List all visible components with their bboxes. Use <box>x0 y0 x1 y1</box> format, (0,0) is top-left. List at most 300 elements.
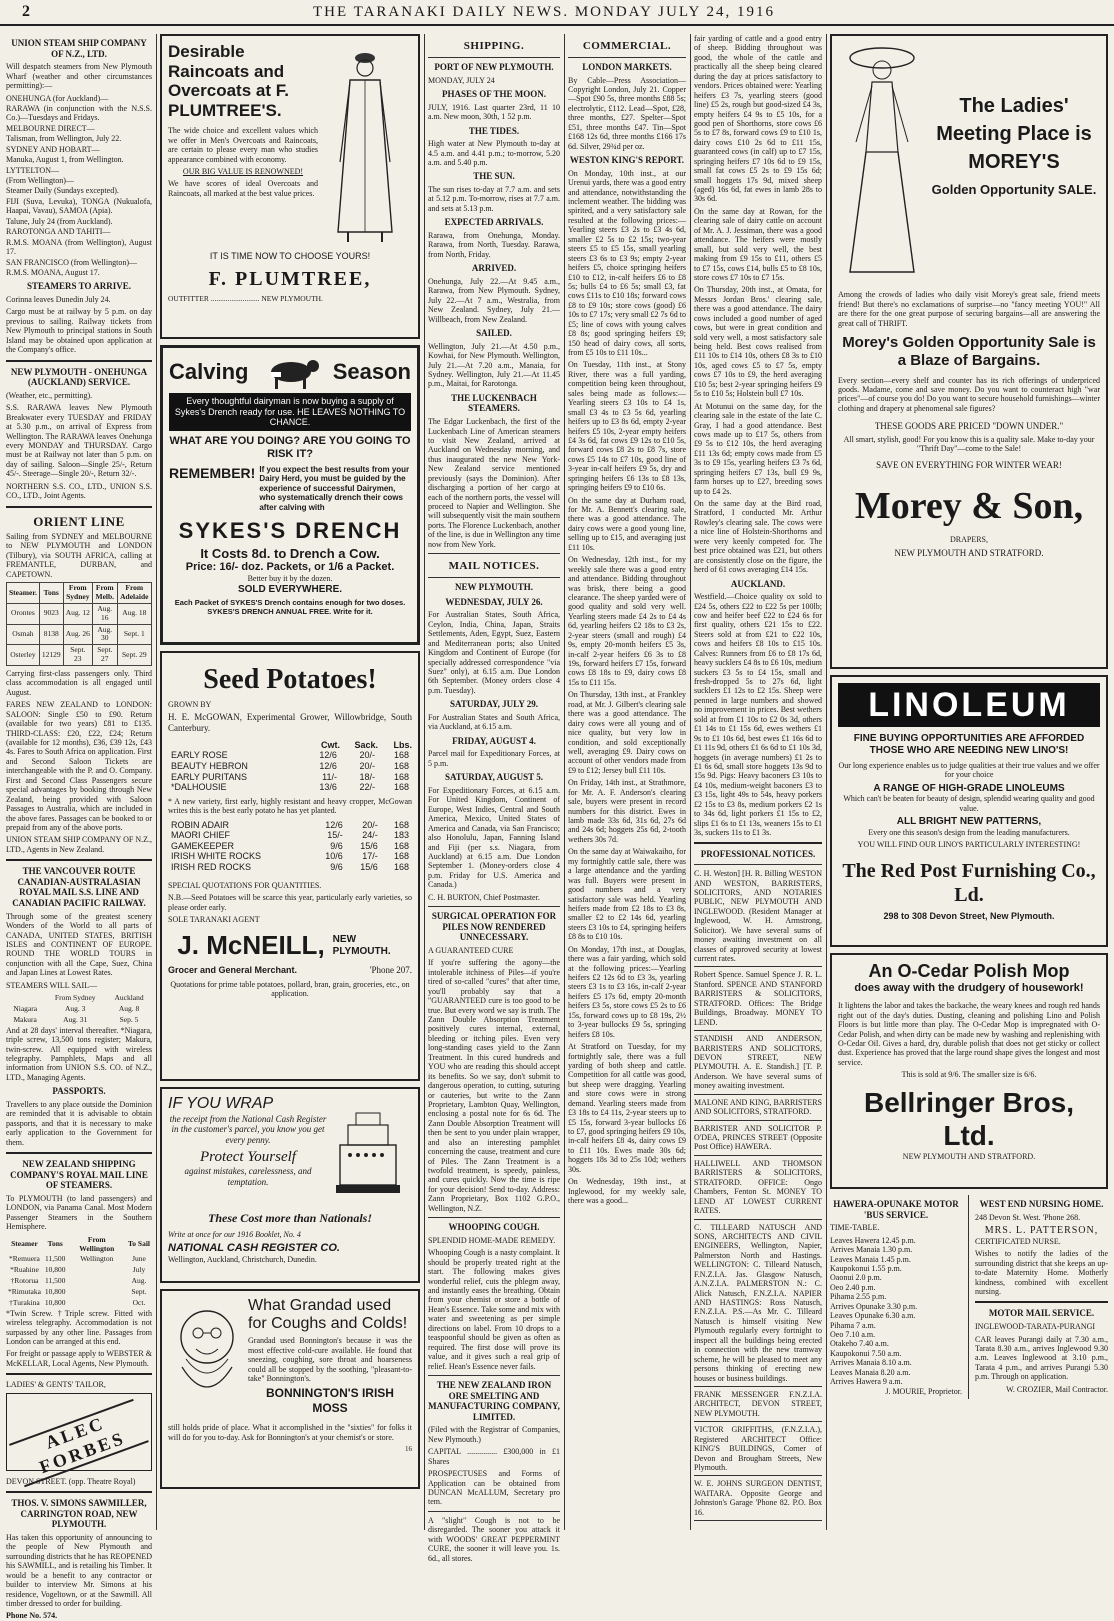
london-header: LONDON MARKETS. <box>582 61 672 72</box>
steamers-will-sail: STEAMERS WILL SAIL— <box>6 980 98 990</box>
bus-timetable-row: Leaves Manaia 8.20 a.m. <box>830 1367 911 1377</box>
union-list-item: Steamer Daily (Sundays excepted). <box>6 186 119 196</box>
cash-register-ad <box>160 1087 420 1283</box>
union-list-item: Manuka, August 1, from Wellington. <box>6 155 124 165</box>
expected-header: EXPECTED ARRIVALS. <box>444 217 544 228</box>
professional-card: C. TILLEARD NATUSCH AND SONS, ARCHITECTS AND CIVIL ENGINEERS, Wellington, Napier, Palmerston North and Hastings. WELLINGTON: C. Tilleard Natusch, F.N.Z.I.A. Jas. Glasgow Natusch, A.N.Z.I.A. PALMERSTON N.: C. Alick Natusch, F.N.Z.I.A. NAPIER AND HASTINGS: Ross Natusch, F.N.Z.I.A. P.S.—As Mr. C. Tilleard Natusch is himself visiting New Plymouth regularly every fortnight to inspect all the buildings being erected in connection with the new tramway scheme, he will be pleased to meet any persons thinking of erecting new houses or business buildings. <box>694 1222 822 1383</box>
plumtree-time: IT IS TIME NOW TO CHOOSE YOURS! <box>209 251 371 261</box>
seed-table-cell: 20/- <box>359 760 375 771</box>
lino-range: A RANGE OF HIGH-GRADE LINOLEUMS <box>873 782 1065 794</box>
professional-card: W. E. JOHNS SURGEON DENTIST, WAITARA. Opposite George and Johnston's Garage 'Phone 82. P.O. Box 16. <box>694 1479 822 1517</box>
column-rule <box>424 34 425 1530</box>
nzship-table-cell: June <box>132 1254 146 1264</box>
sykes-drench-ad <box>160 345 420 645</box>
motor-mail-text: CAR leaves Purangi daily at 7.30 a.m., Tarata 8.30 a.m., arrives Inglewood 9.30 a.m. Leaves Inglewood at 3.10 p.m., Tarata 4 p.m., and arrives Purangi 5.30 p.m. Through on application. <box>975 1334 1108 1382</box>
cash-register-illustration <box>328 1095 412 1207</box>
plumtree-footer: OUTFITTER .......................... NEW PLYMOUTH. <box>168 294 323 304</box>
mcneill-quote: Quotations for prime table potatoes, pollard, bran, grain, groceries, etc., on application. <box>170 979 410 999</box>
linoleum-title: LINOLEUM <box>838 683 1100 727</box>
vancouver-table-cell: Makura <box>13 1014 37 1024</box>
iron-sub: (Filed with the Registrar of Companies, New Plymouth.) <box>428 1425 560 1444</box>
seed-table-cell: 12/6 <box>325 819 343 830</box>
bus-timetable-row: Arrives Hawera 9 a.m. <box>830 1377 903 1387</box>
seed-table-header: Cwt. <box>320 739 340 750</box>
seed-table-cell: 183 <box>393 830 409 841</box>
plumtree-text2: We have scores of ideal Overcoats and Raincoats, all marked at the best value prices. <box>168 179 318 198</box>
remember-label: REMEMBER! <box>169 464 256 481</box>
card-divider <box>694 1094 822 1095</box>
nursing-addr: 248 Devon St. West. 'Phone 268. <box>975 1212 1081 1222</box>
seed-table-cell: 168 <box>393 771 409 782</box>
card-divider <box>694 1155 822 1156</box>
mail-wed-text: For Australian States, South Africa, Ceylon, India, China, Japan, Straits Settlements, Aden, Egypt, Suez, Eastern and Mediterranean ports; also United Kingdom and Continent of Europe (for specially addressed correspondence "via Suez" only), at 6.15 a.m. Due London 6th September. (Money orders close 4 p.m. Tuesday). <box>428 610 560 695</box>
weston-text6: On Friday, 14th inst., at Strathmore, for Mr. A. F. Anderson's clearing sale, buyers were present in record numbers for this district. Ewes in lamb made 33s 6d, 31s 6d, 27s 6d and 24s 6d; hoggets 25s 6d, 2-tooth wethers 30s 7d. <box>568 778 686 844</box>
column-advertisements <box>160 34 420 1530</box>
vancouver-table-cell: From Sydney <box>54 993 96 1003</box>
bus-timetable-row: Oaonui 2.0 p.m. <box>830 1273 882 1283</box>
seed-table-cell: 11/- <box>322 771 337 782</box>
nzship-table-cell: *Remuera <box>9 1254 40 1264</box>
morey-text3: All smart, stylish, good! For you know this is a quality sale. Make to-day your "Thrift Day"—come to the Sale! <box>843 434 1095 454</box>
seed-table-row <box>168 782 412 793</box>
column-commercial <box>568 34 686 1530</box>
calving-banner <box>169 393 411 431</box>
card-divider <box>694 1120 822 1121</box>
market-text3: On Thursday, 20th inst., at Omata, for Messrs Jordan Bros.' clearing sale, there was a good attendance. The dairy cows included a good number of aged cows, but were in great condition and sold very well, a most satisfactory sale being held. Best cows realised from £11 10s to £14 10s, others £8 3s to £10 10s, aged cows £5 to £7 5s, empty cows £7 10s to £9, the herd averaging £10 5s; best 2-year springing heifers £9 5s to £10 5s; Holstein bull £7 10s. <box>694 285 822 399</box>
luckenbach-header: THE LUCKENBACH STEAMERS. <box>451 392 537 414</box>
vancouver-table-row <box>6 1015 152 1026</box>
union-list-item: R.M.S. MOANA (from Wellington), August 17. <box>6 237 152 257</box>
seed-table-cell: 10/6 <box>325 851 343 862</box>
vancouver-table-cell: Sep. 5 <box>119 1014 139 1024</box>
nzship-table-header: To Sail <box>127 1239 151 1249</box>
orient-table <box>6 582 152 666</box>
arrived-text: Onehunga, July 22.—At 9.45 a.m., Rarawa, from New Plymouth. Sydney, July 22.—At 7 a.m., Westralia, from New Zealand. Sydney, July 21.—Willbeach, from New Zealand. <box>428 276 560 324</box>
seed-agent: SOLE TARANAKI AGENT <box>168 914 260 924</box>
seed-table-cell: 168 <box>393 840 409 851</box>
nzship-table-cell <box>68 1276 126 1287</box>
bus-timetable-row: Pihama 7 a.m. <box>830 1320 876 1330</box>
lino-text2: Which can't be beaten for beauty of design, splendid wearing quality and good value. <box>843 794 1095 813</box>
card-divider <box>694 1219 822 1220</box>
column-rule <box>156 34 157 1530</box>
nzship-table-row <box>6 1298 152 1309</box>
orient-table-cell: Osmah <box>7 624 40 645</box>
seed-nb: N.B.—Seed Potatoes will be scarce this year, particularly early varieties, so please order early. <box>168 893 412 912</box>
whooping-text: Whooping Cough is a nasty complaint. It should be properly treated right at the start. The following makes gives wonderful relief, cuts the phlegm away, and instantly eases the breathing. Obtain from your chemist or store a bottle of Hean's Essence. Take some and mix with water and sweetening as per simple directions on label. From 10 drops to a teaspoonful should be given as often as required. The first dose will prove its value, and it gives such a real grip of relief. Hean's Essence never fails. <box>428 1248 560 1371</box>
mail-sign: C. H. BURTON, Chief Postmaster. <box>428 892 540 902</box>
morey-name: Morey & Son, <box>854 485 1084 528</box>
nzship-table-cell: *Rimutaka <box>8 1286 41 1296</box>
orient-table-cell: Aug. 26 <box>63 624 92 645</box>
seed-table-cell: 168 <box>393 782 409 793</box>
bonningtons-ad <box>160 1289 420 1489</box>
orient-table-cell: Aug. 30 <box>93 624 118 645</box>
weston-text3: On the same day at Durham road, for Mr. A. Bennett's clearing sale, there was a good attendance. The dairy cows were a good young line, selling up to £15, and averaging just £11 10s. <box>568 495 686 552</box>
sailed-text: Wellington, July 21.—At 4.50 p.m., Kowhai, for New Plymouth. Wellington, July 21.—At 7.20 a.m., Manaia, for Sydney. Wellington, July 21.—At 11.45 p.m., Maitai, for Rarotonga. <box>428 341 560 389</box>
mcneill-name: J. McNEILL, <box>177 930 325 961</box>
calving-cost: It Costs 8d. to Drench a Cow. <box>200 545 380 561</box>
bus-sign: J. MOURIE, Proprietor. <box>885 1386 962 1396</box>
vancouver-table-cell: Aug. 8 <box>118 1004 140 1014</box>
union-list-item: SYDNEY AND HOBART— <box>6 144 100 154</box>
nzship-table-row <box>6 1254 152 1265</box>
union-list-item: R.M.S. MOANA, August 17. <box>6 267 100 277</box>
professional-card: MALONE AND KING, BARRISTERS AND SOLICITORS, STRATFORD. <box>694 1097 822 1117</box>
mail-wed: WEDNESDAY, JULY 26. <box>445 596 543 607</box>
wrap-title: IF YOU WRAP <box>168 1095 274 1112</box>
lady-illustration <box>838 42 928 284</box>
nzship-table-header: Tons <box>47 1239 63 1249</box>
simons-header: THOS. V. SIMONS SAWMILLER, CARRINGTON ROAD, NEW PLYMOUTH. <box>11 1498 147 1530</box>
nzship-table-cell: Sept. <box>131 1286 147 1296</box>
seed-table-cell: 15/6 <box>360 862 378 873</box>
seed-special: SPECIAL QUOTATIONS FOR QUANTITIES. <box>168 880 322 890</box>
column-rule <box>826 34 827 1530</box>
morey-priced: THESE GOODS ARE PRICED "DOWN UNDER." <box>874 421 1064 432</box>
union-list-item: RARAWA (in conjunction with the N.S.S. Co.)—Tuesdays and Fridays. <box>6 103 152 123</box>
morey-title: The Ladies' Meeting Place is MOREY'S <box>936 95 1092 173</box>
arrived-header: ARRIVED. <box>471 263 517 274</box>
vancouver-table <box>6 993 152 1026</box>
seed-table-row <box>168 862 412 873</box>
iron-capital: CAPITAL ............... £300,000 in £1 Shares <box>428 1447 560 1466</box>
professional-card: Robert Spence. Samuel Spence J. R. L. Stanford. SPENCE AND STANFORD BARRISTERS & SOLICITORS, STRATFORD. Offices: The Bridge Buildings, Broadway. MONEY TO LEND. <box>694 970 822 1027</box>
lino-text: Our long experience enables us to judge qualities at their true values and we offer for your choice <box>838 760 1100 780</box>
seed-table-cell: MAORI CHIEF <box>171 830 231 841</box>
seed-table-cell: 20/- <box>362 819 378 830</box>
piles-header: SURGICAL OPERATION FOR PILES NOW RENDERED UNNECESSARY. <box>431 911 557 943</box>
weston-text5: On Thursday, 13th inst., at Frankley road, at Mr. J. Gilbert's clearing sale there was a good attendance. The dairy cows were all young and of nice quality, but very low in condition, and sold exceptionally well, averaging £9. Dairy cows on account of other vendors made from £9 to £12; Jersey bull £11 10s. <box>568 690 686 775</box>
wrap-against: against mistakes, carelessness, and temptation. <box>184 1166 312 1187</box>
weston-text: On Monday, 10th inst., at our Urenui yards, there was a good entry and attendance, notwithstanding the inclement weather. The bidding was spirited, and a very satisfactory sale resulted at the following prices:—Yearling steers £3 2s to £3 4s 6d, smaller £2 5s to £2 15s; two-year steers £5 to £5 15s, small yearling steers £3 6s to £3 9s; empty 2-year heifers £5, choice springing heifers £10 to £12, in-calf heifers £6 to £8 5s; bulls £4 to £6 5s; small £3, fat cows £11s to £10 18s; forward cows £8 to £9 10s; store cows (good) £6 10s to £7 17s; very small £2 7s 6d to £5; line of cows with young calves £8 8s; good springing heifers £9; 150 head of dairy cows, all sorts, from £5 10s to £11 10s... <box>568 168 686 357</box>
orient-notes: Carrying first-class passengers only. Third class accommodation is all engaged until August. <box>6 668 152 697</box>
mcneill-place: NEW PLYMOUTH. <box>332 933 391 957</box>
weston-text4: On Wednesday, 12th inst., for my weekly sale there was a good entry and attendance. Bidding throughout was brisk, there being a good clearance. The sheep yarded were of good quality and sold very well. Yearling steers made £4 2s to £4 4s 6d, yearling heifers £2 18s to £3 2s, 2-year steers (small and rough) £4 9s, empty 20-month heifers £5 3s, in-calf 2-year heifers £6 3s to £8 19s, forward heifers £7 15s, forward cows £8 18s to £9, dairy cows £8 15s to £11 15s. <box>568 555 686 687</box>
orient-table-cell: Aug. 18 <box>117 603 151 624</box>
seed-table-cell: 22/- <box>359 782 375 793</box>
sun-text: The sun rises to-day at 7.7 a.m. and sets at 5.12 p.m. To-morrow, rises at 7.7 a.m. and sets at 5.13 p.m. <box>428 185 560 213</box>
mail-fri: FRIDAY, AUGUST 4. <box>452 735 536 746</box>
moreys-sale-ad <box>830 34 1108 669</box>
calving-sold: SOLD EVERYWHERE. <box>237 583 343 595</box>
mcneill-trade: Grocer and General Merchant. <box>168 965 298 976</box>
nzship-table-cell: 10,800 <box>44 1297 66 1307</box>
luckenbach-text: The Edgar Luckenbach, the first of the Luckenbach Line of American steamers to visit New Zealand, arrived at Auckland on Wednesday morning, and thus inaugurated the new New York-New Zealand service mentioned previously (says the Dominion). After discharging a portion of her cargo at each of the northern ports, the vessel will proceed to Napier and Wellington. She will subsequently visit the main southern ports. The Florence Luckenbach, another of the line, is due in Wellington any time now from New York. <box>428 417 560 549</box>
plumtree-ad <box>160 34 420 339</box>
column-shipping-mail <box>428 34 560 1563</box>
union-list-item: Talune, July 24 (from Auckland). <box>6 216 113 226</box>
nzship-table-cell: 10,800 <box>44 1286 66 1296</box>
nzship-table-cell: 11,500 <box>45 1276 66 1286</box>
passports-title: PASSPORTS. <box>52 1086 106 1097</box>
vancouver-text: Through some of the greatest scenery Wonders of the World to all parts of CANADA, UNITED STATES, BRITISH ISLES and CONTINENT OF EUROPE. ROUND THE WORLD TOURS in conjunction with all the Cape, Suez, China and Japan Lines at Lowest Rates. <box>6 911 152 978</box>
season-heading: Season <box>332 359 411 385</box>
grandad-text: Grandad used Bonnington's because it was the most effective cold-cure available. He found that sneezing, coughing, sore throat and hoarseness could all be stopped by the soothing, "pleasant-to-take" Bonnington's. <box>248 1336 412 1383</box>
orient-table-cell: Sept. 27 <box>93 645 118 666</box>
seed-table-cell: 12/6 <box>319 750 337 761</box>
seed-price-table <box>168 740 412 793</box>
vancouver-table-cell: Niagara <box>13 1004 38 1014</box>
simons-text: Has taken this opportunity of announcing to the people of New Plymouth and surrounding districts that he has REOPENED his SAWMILL, and is retailing his Timber. It would be a benefit to any contractor or builder to interview Mr. Simons at his residence, Vogeltown, or at the Sawmill. All timber dressed to order for building. <box>6 1532 152 1609</box>
weston-text8: On Monday, 17th inst., at Douglas, there was a fair yarding, which sold at the following prices:—Yearling heifers £2 12s 6d to £3 3s, yearling steers £3 1s to £3 16s, in-calf 2-year heifers £5 17s 6d, empty 20-month heifers £3 5s, store cows £5 2s to £6 15s, forward cows up to £8 19s, 2½ to 3-year bullocks £9 5s, springing heifers £8 10s. <box>568 944 686 1039</box>
seed-table-row <box>168 830 412 841</box>
redpost-addr: 298 to 308 Devon Street, New Plymouth. <box>883 911 1055 922</box>
ladies-text: LADIES' & GENTS' TAILOR, <box>6 1380 106 1390</box>
seed-table-header: Sack. <box>354 739 378 750</box>
onehunga-sign: NORTHERN S.S. CO., LTD., UNION S.S. CO., LTD., Joint Agents. <box>6 481 152 501</box>
page-number: 2 <box>22 3 30 20</box>
orient-table-cell: Osterley <box>7 645 40 666</box>
professional-card: VICTOR GRIFFITHS, (F.N.Z.I.A.), Registered ARCHITECT Office: KING'S BUILDINGS, Corner of Devon and Brougham Streets, New Plymouth. <box>694 1425 822 1473</box>
wrap-company: NATIONAL CASH REGISTER CO. <box>168 1242 340 1255</box>
seed-table-cell: GAMEKEEPER <box>171 840 235 851</box>
seed-table-cell: 168 <box>393 862 409 873</box>
morey-drapers: DRAPERS, <box>949 535 988 545</box>
grandad-text2: still holds pride of place. What it accomplished in the "sixties" for folks it will do for you to-day. Ask for Bonnington's at your chemist's or store. <box>168 1423 412 1442</box>
card-divider <box>694 1520 822 1521</box>
shipping-title: SHIPPING. <box>463 40 525 52</box>
professional-card: FRANK MESSENGER F.N.Z.I.A. ARCHITECT, DEVON STREET, NEW PLYMOUTH. <box>694 1389 822 1418</box>
mail-place: NEW PLYMOUTH. <box>454 582 533 593</box>
calving-heading: Calving <box>169 359 249 385</box>
orient-title: ORIENT LINE <box>33 513 125 529</box>
to-arrive-text: Corinna leaves Dunedin July 24. <box>6 295 111 305</box>
seed-table-cell: 9/6 <box>330 862 343 873</box>
morey-sub: Golden Opportunity SALE. <box>931 182 1097 197</box>
moon-header: PHASES OF THE MOON. <box>441 89 546 100</box>
bus-timetable-row: Pihama 2.55 p.m. <box>830 1292 887 1302</box>
union-list-item: ONEHUNGA (for Auckland)— <box>6 93 109 103</box>
newspaper-title: THE TARANAKI DAILY NEWS. MONDAY JULY 24, 1916 <box>312 3 776 20</box>
seed-table-cell: 18/- <box>359 771 375 782</box>
union-list-item: Talisman, from Wellington, July 22. <box>6 134 122 144</box>
nzship-agent: For freight or passage apply to WEBSTER & McKELLAR, Local Agents, New Plymouth. <box>6 1349 152 1368</box>
man-in-overcoat-illustration <box>318 42 412 247</box>
grandad-illustration <box>168 1297 248 1419</box>
onehunga-text: S.S. RARAWA leaves New Plymouth Breakwater every TUESDAY and FRIDAY at 5.30 p.m., on arrival of Express from Wellington. The RARAWA leaves Onehunga every MONDAY and THURSDAY. Cargo must be at Railway not later than 5 p.m. on day of sailing. Saloon—Single 25/-, Return 45/-. Steerage—Single 20/-, Return 32/-. <box>6 403 152 479</box>
onehunga-header: NEW PLYMOUTH - ONEHUNGA (AUCKLAND) SERVICE. <box>10 366 148 388</box>
orient-table-row <box>7 624 152 645</box>
seed-table-cell: IRISH RED ROCKS <box>171 862 252 873</box>
seed-table-cell: 15/6 <box>360 840 378 851</box>
remember-text: If you expect the best results from your Dairy Herd, you must be guided by the experience of successful Dairymen, who systematically drench their cows after calving with <box>259 464 410 512</box>
nzship-header: NEW ZEALAND SHIPPING COMPANY'S ROYAL MAIL LINE OF STEAMERS. <box>10 1159 148 1191</box>
union-list-item: (From Wellington)— <box>6 176 74 186</box>
union-list-item: MELBOURNE DIRECT— <box>6 123 95 133</box>
seed-table-cell: 24/- <box>362 830 378 841</box>
orient-table-header: Tons <box>39 583 63 604</box>
motor-mail-sign: W. CROZIER, Mail Contractor. <box>1006 1384 1108 1394</box>
seed-grower: H. E. McGOWAN, Experimental Grower, Willowbridge, South Canterbury. <box>168 712 412 734</box>
plumtree-name: F. PLUMTREE, <box>208 267 372 290</box>
ocedar-text: It lightens the labor and takes the backache, the weary knees and rough red hands right out of the day's duties. Dusting, cleaning and polishing Lino and Polish Floors is but little more than play. The O-Cedar Mop is impregnated with O-Cedar Polish, and when dirty can be made new by washing and replenishing with O-Cedar Oil. Gives a hard, dry, durable polish that does not get sticky or collect dust. Experience has proved that the large round shape gives the longest and most service. <box>838 1001 1100 1067</box>
wrap-cities: Wellington, Auckland, Christchurch, Dunedin. <box>168 1255 317 1264</box>
mail-fri-text: Parcel mail for Expeditionary Forces, at 5 p.m. <box>428 749 560 768</box>
seed-table-cell: 15/- <box>327 830 343 841</box>
calving-question: WHAT ARE YOU DOING? ARE YOU GOING TO RISK IT? <box>169 434 411 460</box>
seed-table-cell: 12/6 <box>319 760 337 771</box>
vancouver-table-cell: Aug. 3 <box>65 1004 86 1014</box>
nzship-table-cell <box>68 1265 126 1276</box>
bus-timetable-row: Leaves Manaia 1.45 p.m. <box>830 1254 911 1264</box>
linoleum-ad <box>830 675 1108 947</box>
card-divider <box>694 1030 822 1031</box>
orient-table-cell: Sept. 1 <box>117 624 151 645</box>
wrap-booklet: Write at once for our 1916 Booklet, No. 4 <box>168 1229 301 1239</box>
morey-save: SAVE ON EVERYTHING FOR WINTER WEAR! <box>876 459 1062 470</box>
seed-table-cell: 168 <box>393 851 409 862</box>
phone-number: Phone No. 574. <box>6 1611 58 1621</box>
nzship-table-row <box>6 1265 152 1276</box>
professional-card: C. H. Weston] [H. R. Billing WESTON AND WESTON, BARRISTERS, SOLICITORS, AND NOTARIES PUBLIC, NEW PLYMOUTH AND INGLEWOOD. (Resident Manager at Inglewood, W. H. Armstrong, Solicitor). We have several sums of money awaiting investment on all classes of approved security at lowest current rates. <box>694 869 822 964</box>
ocedar-sub: does away with the drudgery of housework! <box>854 982 1084 995</box>
sykes-brand: SYKES'S DRENCH <box>178 517 402 543</box>
seed-title: Seed Potatoes! <box>203 664 377 695</box>
seed-table-cell: 13/6 <box>319 782 337 793</box>
sailed-header: SAILED. <box>476 328 512 339</box>
bellringer-name: Bellringer Bros, Ltd. <box>863 1086 1075 1151</box>
seed-table-cell: IRISH WHITE ROCKS <box>171 851 262 862</box>
seed-table-header: Lbs. <box>393 739 412 750</box>
ocedar-title: An O-Cedar Polish Mop <box>868 961 1070 981</box>
orient-table-cell: 12129 <box>39 645 63 666</box>
calving-better: Better buy it by the dozen. <box>247 574 333 584</box>
bus-timetable-row: Arrives Manaia 1.30 p.m. <box>830 1245 913 1255</box>
union-header: UNION STEAM SHIP COMPANY OF N.Z., LTD. <box>11 38 147 59</box>
card-divider <box>694 1475 822 1476</box>
seed-price-table-2 <box>168 820 412 873</box>
mcneill-phone: 'Phone 207. <box>369 965 412 976</box>
bus-timetable-row: Arrives Opunake 3.30 p.m. <box>830 1301 918 1311</box>
lino-patterns: ALL BRIGHT NEW PATTERNS, <box>896 816 1042 828</box>
alec-forbes-ad <box>6 1393 152 1478</box>
alec-forbes-name: ALEC FORBES <box>9 1399 149 1488</box>
orient-table-header: From Adelaide <box>117 583 151 604</box>
tides-text: High water at New Plymouth to-day at 4.5 a.m. and 4.41 p.m.; to-morrow, 5.20 a.m. and 5.40 p.m. <box>428 139 560 167</box>
seed-potatoes-ad <box>160 651 420 1081</box>
mail-sat: SATURDAY, JULY 29. <box>449 699 539 710</box>
card-divider <box>694 966 822 967</box>
orient-table-cell: Sept. 29 <box>117 645 151 666</box>
orient-table-cell: 8138 <box>39 624 63 645</box>
seed-table-row <box>168 772 412 783</box>
bottom-note: A "slight" Cough is not to be disregarded. The sooner you attack it with WOODS' GREAT PEPPERMINT CURE, the sooner it will leave you. 1s. 6d., all stores. <box>428 1515 560 1563</box>
orient-table-row <box>7 603 152 624</box>
ocedar-price: This is sold at 9/6. The smaller size is 6/6. <box>901 1070 1037 1080</box>
commercial-title: COMMERCIAL. <box>582 40 672 52</box>
seed-grown: GROWN BY <box>168 700 212 710</box>
bus-service-notice <box>830 1195 962 1399</box>
nzship-table-cell <box>68 1287 126 1298</box>
iron-text: PROSPECTUSES and Forms of Application can be obtained from DUNCAN McALLUM, Secretary pro tem. <box>428 1469 560 1507</box>
devon-street: DEVON STREET. (opp. Theatre Royal) <box>6 1476 136 1486</box>
column-market-professional <box>694 34 822 1530</box>
seed-table-cell: ROBIN ADAIR <box>171 819 230 830</box>
nzship-table-cell: †Rotorua <box>10 1276 39 1286</box>
professional-card: BARRISTER AND SOLICITOR P. O'DEA, PRINCES STREET (Opposite Post Office) HAWERA. <box>694 1123 822 1152</box>
mail-title: MAIL NOTICES. <box>448 560 540 573</box>
bus-timetable-row: Leaves Opunake 6.30 a.m. <box>830 1311 916 1321</box>
seed-table-cell: 168 <box>393 750 409 761</box>
nzship-table-cell: Aug. <box>131 1276 147 1286</box>
nursing-home-notice <box>975 1195 1108 1399</box>
seed-table-cell: EARLY ROSE <box>171 750 228 761</box>
union-list-item: RAROTONGA AND TAHITI— <box>6 227 111 237</box>
mail-sat5-text: For Expeditionary Forces, at 6.15 a.m. For United Kingdom, Continent of Europe, West Indies, Central and South America, Mexico, United States of America and Canada, via San Francisco; also Honolulu, Japan, Fanning Island and Fiji (per s.s. Niagara, from Auckland) at 6.15 a.m. Due London September 1. (Money-orders close 4 p.m. Friday for U.S. America and Canada.) <box>428 785 560 890</box>
vancouver-table-row <box>6 1004 152 1015</box>
lino-find: YOU WILL FIND OUR LINO'S PARTICULARLY INTERESTING! <box>857 840 1081 850</box>
london-text: By Cable—Press Association—Copyright London, July 21. Copper—Spot £90 5s, three months £88 5s; electrolytic, £112. Lead—Spot, £28, three months, £27. Spelter—Spot £51, three months £47. Tin—Spot £168 12s 6d, three months £166 17s 6d. Silver, 29¾d per oz. <box>568 75 686 151</box>
plumtree-title: Desirable Raincoats and Overcoats at F. PLUMTREE'S. <box>168 42 289 120</box>
nursing-sub: CERTIFICATED NURSE. <box>975 1236 1061 1246</box>
grandad-brand: BONNINGTON'S IRISH MOSS <box>266 1386 394 1415</box>
nzship-table-header: From Wellington <box>79 1234 115 1253</box>
orient-table-cell: Sept. 23 <box>63 645 92 666</box>
to-arrive-title: STEAMERS TO ARRIVE. <box>27 281 131 292</box>
expected-text: Rarawa, from Onehunga, Monday. Rarawa, from North, Tuesday. Rarawa, from North, Friday. <box>428 230 560 259</box>
orient-table-cell: Orontes <box>7 603 40 624</box>
seed-table-row <box>168 820 412 831</box>
wrap-cost: These Cost more than Nationals! <box>207 1211 373 1226</box>
seed-table-cell: 20/- <box>359 750 375 761</box>
tides-header: THE TIDES. <box>468 125 520 136</box>
bus-timetable-row: Kaupokonui 1.55 p.m. <box>830 1263 902 1273</box>
market-text2: On the same day at Rowan, for the clearing sale of dairy cattle on account of Mr. A. J. Jessiman, there was a good attendance. The heifers were mostly small, but sold very well, the best making from £9 15s to £11, others £5 to £7 15s, cows £14, bulls £5 to £8 10s, store cows £7 10s to £7 15s. <box>694 206 822 282</box>
card-divider <box>694 1386 822 1387</box>
column-display-ads <box>830 34 1108 1530</box>
lino-fine: FINE BUYING OPPORTUNITIES ARE AFFORDED THOSE WHO ARE NEEDING NEW LINO'S! <box>853 733 1085 756</box>
calving-price: Price: 16/- doz. Packets, or 1/6 a Packet. <box>185 561 395 574</box>
weston-text10: On Wednesday, 19th inst., at Inglewood, for my weekly sale, there was a good... <box>568 1177 686 1206</box>
market-text: fair yarding of cattle and a good entry of sheep. Bidding throughout was good, the whole of the cattle and practically all the sheep being cleared during the day at prices satisfactory to vendors. Prices obtained were: Yearling heifers £3 7s, yearling steers (good line) £5 2s, rough but good-sized £4 3s, empty heifers £4 9s to £5 10s, for a good pen of Shorthorns, store cows £6 5s to £7 8s, forward cows £9 to £10 1s, dairy cows £10 2s 6d to £11 15s, guaranteed cows (in calf) up to £7 15s, springing heifers £7 10s 6d to £9 15s, small fat cows £5 2s to £9 15s 6d; small hoggets 17s 9d, mixed sheep (aged) 16s 6d, fat ewes in lamb 28s to 30s 6d. <box>694 34 822 204</box>
nzship-table-header: Steamer <box>11 1239 38 1249</box>
morey-place: NEW PLYMOUTH AND STRATFORD. <box>894 547 1044 558</box>
passports-text: Travellers to any place outside the Dominion are reminded that it is advisable to obtain passports, and that it is necessary to make early application to the Government for them. <box>6 1099 152 1147</box>
orient-table-header: Steamer. <box>7 583 40 604</box>
union-list-item: FIJI (Suva, Levuka), TONGA (Nukualofa, Haapai, Vavau), SAMOA (Apia). <box>6 196 152 216</box>
auckland-text: Westfield.—Choice quality ox sold to £24 5s, others £22 to £22 5s per 100lb; cow and heifer beef £22 to £24 6s for first quality, others £21 15s to £22. Steers sold at from £21 to £22 10s, cows and heifers £8 10s to £15 10s. Calves: Runners from £6 to £8 17s 6d, heavy sucklers £4 8s to £6 10s, medium suckers £3 5s to £4 15s, small and fresh-dropped 5s to 27s 6d, light sucklers £1 12s to £2 15s. Sheep were penned in large numbers and showed no improvement in prices. Best wethers sold at from £1 10s to £2 0s 3d, others £1 14s to £1 15s 6d, ewes wethers £1 9s to £1 10s 6d, best ewes £1 16s 6d to £1 11s 9d, others £1 6s 6d to £1 10s 3d, hoggets (in average numbers) £1 2s to £1 6s 6d, small store hoggets 13s 9d to 15s 9d. Pigs: Heavy baconers £3 10s to £4 10s, medium-weight baconers £3 to £3 15s, light 49s to 54s, heavy porkers £2 15s to £3 8s, medium porkers £2 1s to 34s 6d, light porkers £1 15s to £2, slips £1 6s to £1 13s, weaners 15s to £1 3s, suckers 11s to £1 3s. <box>694 592 822 838</box>
sun-header: THE SUN. <box>473 171 515 182</box>
vancouver-table-cell <box>6 993 44 1004</box>
fares-text: FARES NEW ZEALAND to LONDON: SALOON: Single £50 to £90. Return (available for two years) £81 to £135. THIRD-CLASS: £20, £22, £24; Return (available for 12 months), £36, £39 12s, £43 4s. Fares to South Africa on application. First and Second Saloon Tickets are interchangeable with the P. and O. Company. First and Second Class Passengers secure special advantages by booking through New Zealand, being provided with Saloon Passages to Australia, which are included in the above fares. Passages can be booked to or prepaid from any of the above ports. <box>6 700 152 832</box>
auckland-header: AUCKLAND. <box>730 578 786 589</box>
redpost-name: The Red Post Furnishing Co., Ld. <box>842 859 1096 906</box>
seed-table-cell: 168 <box>393 760 409 771</box>
seed-table-cell: 17/- <box>362 851 378 862</box>
nzship-table-cell: Oct. <box>132 1297 146 1307</box>
wrap-protect: Protect Yourself <box>200 1148 296 1165</box>
seed-table-cell: BEAUTY HEBRON <box>171 760 248 771</box>
calving-text1: Every thoughtful dairyman is now buying a supply of Sykes's Drench ready for use. HE LEAVES NOTHING TO CHANCE. <box>174 396 406 428</box>
nursing-text: Wishes to notify the ladies of the surrounding district that she keeps an up-to-date Maternity Home. Motherly kindness, combined with excellent nursing. <box>975 1249 1108 1297</box>
date-line: MONDAY, JULY 24 <box>428 75 495 85</box>
professional-cards <box>694 869 822 1521</box>
bus-timetable-row: Leaves Hawera 12.45 p.m. <box>830 1235 916 1245</box>
weston-header: WESTON KING'S REPORT. <box>569 155 685 166</box>
seed-table-cell: EARLY PURITANS <box>171 771 248 782</box>
prof-header: PROFESSIONAL NOTICES. <box>700 849 816 860</box>
orient-table-cell: 9023 <box>39 603 63 624</box>
masthead <box>0 0 1114 26</box>
nzship-text: To PLYMOUTH (to land passengers) and LONDON, via Panama Canal. Most Modern Passenger Steamers in the Southern Hemisphere. <box>6 1193 152 1232</box>
nzship-table-cell <box>68 1298 126 1309</box>
port-header: PORT OF NEW PLYMOUTH. <box>434 61 554 72</box>
bus-timetable-row: Oeo 2.40 p.m. <box>830 1282 876 1292</box>
lino-text3: Every one this season's design from the leading manufacturers. <box>868 828 1070 838</box>
vancouver-table-cell: Auckland <box>114 993 144 1003</box>
wrap-text: the receipt from the National Cash Register in the customer's parcel, you know you get every penny. <box>169 1113 327 1146</box>
